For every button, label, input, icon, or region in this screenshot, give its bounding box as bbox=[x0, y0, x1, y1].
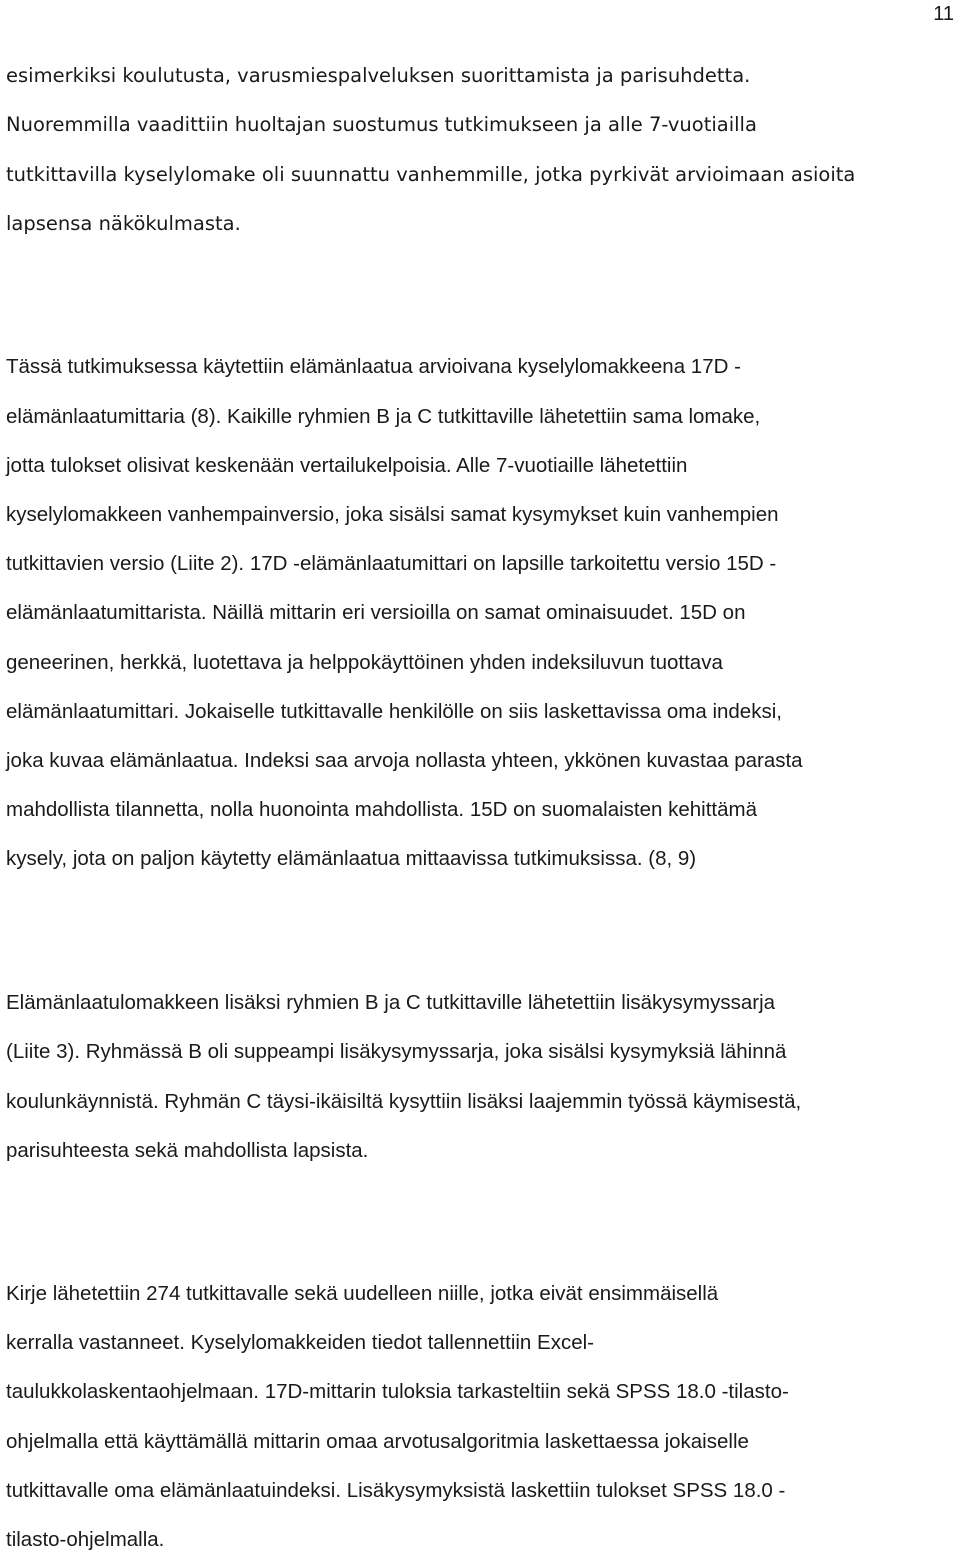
text-line: tilasto-ohjelmalla. bbox=[6, 1528, 165, 1551]
page-number: 11 bbox=[933, 3, 954, 25]
text-line: lapsensa näkökulmasta. bbox=[6, 212, 241, 235]
text-line: elämänlaatumittaria (8). Kaikille ryhmien B ja C tutkittaville lähetettiin sama lomake, bbox=[6, 405, 761, 428]
text-line: kyselylomakkeen vanhempainversio, joka sisälsi samat kysymykset kuin vanhempien bbox=[6, 503, 779, 526]
text-line: mahdollista tilannetta, nolla huonointa mahdollista. 15D on suomalaisten kehittämä bbox=[6, 798, 757, 821]
text-line: kerralla vastanneet. Kyselylomakkeiden tiedot tallennettiin Excel- bbox=[6, 1331, 594, 1354]
text-line: joka kuvaa elämänlaatua. Indeksi saa arvoja nollasta yhteen, ykkönen kuvastaa parasta bbox=[6, 749, 803, 772]
text-line: taulukkolaskentaohjelmaan. 17D-mittarin tuloksia tarkasteltiin sekä SPSS 18.0 -tilasto- bbox=[6, 1380, 789, 1403]
text-line: Tässä tutkimuksessa käytettiin elämänlaatua arvioivana kyselylomakkeena 17D - bbox=[6, 355, 741, 378]
text-line: tutkittavilla kyselylomake oli suunnattu vanhemmille, jotka pyrkivät arvioimaan asioita bbox=[6, 163, 856, 186]
text-line: parisuhteesta sekä mahdollista lapsista. bbox=[6, 1139, 369, 1162]
text-line: elämänlaatumittarista. Näillä mittarin eri versioilla on samat ominaisuudet. 15D on bbox=[6, 601, 746, 624]
text-line: elämänlaatumittari. Jokaiselle tutkittavalle henkilölle on siis laskettavissa oma indeksi, bbox=[6, 700, 782, 723]
text-line: ohjelmalla että käyttämällä mittarin omaa arvotusalgoritmia laskettaessa jokaiselle bbox=[6, 1430, 749, 1453]
text-line: jotta tulokset olisivat keskenään vertailukelpoisia. Alle 7-vuotiaille lähetettiin bbox=[6, 454, 688, 477]
text-line: esimerkiksi koulutusta, varusmiespalveluksen suorittamista ja parisuhdetta. bbox=[6, 64, 751, 87]
text-line: Kirje lähetettiin 274 tutkittavalle sekä uudelleen niille, jotka eivät ensimmäisellä bbox=[6, 1282, 719, 1305]
text-line: kysely, jota on paljon käytetty elämänlaatua mittaavissa tutkimuksissa. (8, 9) bbox=[6, 847, 697, 870]
text-line: geneerinen, herkkä, luotettava ja helppokäyttöinen yhden indeksiluvun tuottava bbox=[6, 651, 723, 674]
text-line: (Liite 3). Ryhmässä B oli suppeampi lisäkysymyssarja, joka sisälsi kysymyksiä lähinnä bbox=[6, 1040, 787, 1063]
text-line: koulunkäynnistä. Ryhmän C täysi-ikäisiltä kysyttiin lisäksi laajemmin työssä käymisestä, bbox=[6, 1090, 802, 1113]
text-line: tutkittavalle oma elämänlaatuindeksi. Lisäkysymyksistä laskettiin tulokset SPSS 18.0 - bbox=[6, 1479, 786, 1502]
text-line: tutkittavien versio (Liite 2). 17D -elämänlaatumittari on lapsille tarkoitettu versio 15D - bbox=[6, 552, 777, 575]
text-line: Nuoremmilla vaadittiin huoltajan suostumus tutkimukseen ja alle 7-vuotiailla bbox=[6, 113, 757, 136]
text-line: Elämänlaatulomakkeen lisäksi ryhmien B ja C tutkittaville lähetettiin lisäkysymyssarja bbox=[6, 991, 776, 1014]
